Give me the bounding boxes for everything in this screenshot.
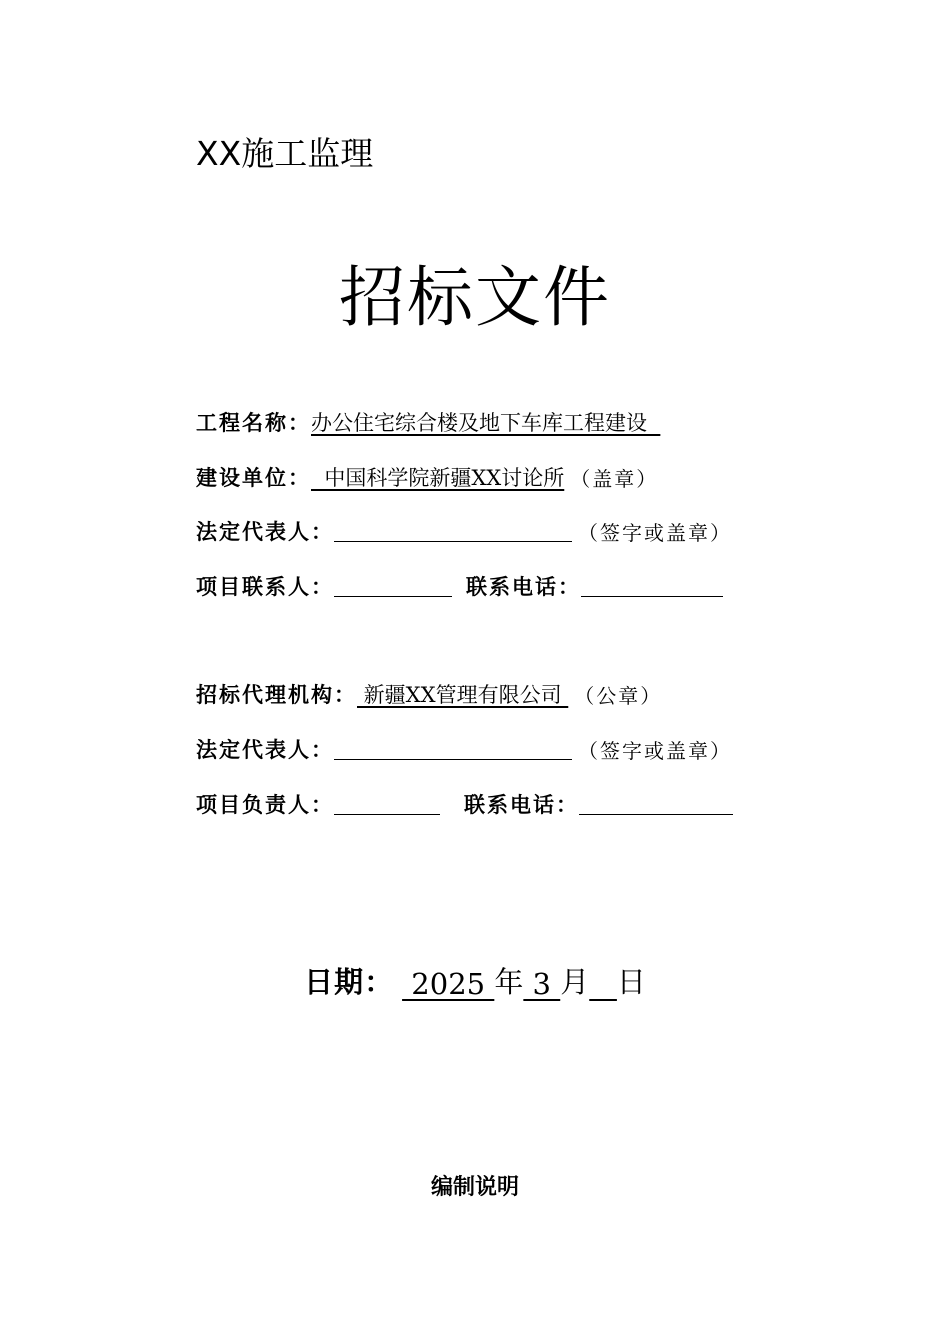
project-title: XX施工监理 [196,134,374,173]
agent-legal-rep-note: （签字或盖章） [578,739,732,763]
agent-org-value: 新疆XX管理有限公司 [357,683,569,707]
date-day-unit: 日 [616,965,646,999]
agent-legal-rep-blank [334,758,572,760]
project-name-row [196,405,660,437]
agent-legal-rep-row [196,732,732,764]
owner-phone-blank [581,595,723,597]
project-name-value: 办公住宅综合楼及地下车库工程建设 [311,411,661,435]
construction-unit-row [196,460,658,492]
agent-manager-label: 项目负责人： [196,793,334,817]
construction-unit-label: 建设单位： [196,466,311,490]
date-year-unit: 年 [494,965,524,999]
date-label: 日期： [304,965,395,999]
construction-unit-seal-note: （盖章） [570,467,659,491]
document-title: 招标文件 [339,259,611,336]
construction-unit-value: 中国科学院新疆XX讨论所 [311,466,565,490]
agent-legal-rep-label: 法定代表人： [196,738,334,762]
date-year: 2025 [402,967,495,1001]
owner-contact-label: 项目联系人： [196,575,334,599]
date-month-unit: 月 [560,965,590,999]
agent-manager-row [196,787,733,819]
agent-org-label: 招标代理机构： [196,683,357,707]
owner-phone-label: 联系电话： [466,575,581,599]
date-line [0,960,950,1001]
project-name-label: 工程名称： [196,411,311,435]
agent-org-seal-note: （公章） [574,684,663,708]
date-month: 3 [523,967,561,1001]
owner-legal-rep-blank [334,540,572,542]
owner-legal-rep-row [196,514,732,546]
agent-phone-label: 联系电话： [464,793,579,817]
owner-contact-row [196,569,723,601]
agent-phone-blank [579,813,733,815]
agent-manager-blank [334,813,440,815]
owner-legal-rep-note: （签字或盖章） [578,521,732,545]
section-heading: 编制说明 [430,1175,519,1200]
owner-contact-blank [334,595,452,597]
owner-legal-rep-label: 法定代表人： [196,520,334,544]
date-day [589,967,617,1001]
agent-org-row [196,677,662,709]
